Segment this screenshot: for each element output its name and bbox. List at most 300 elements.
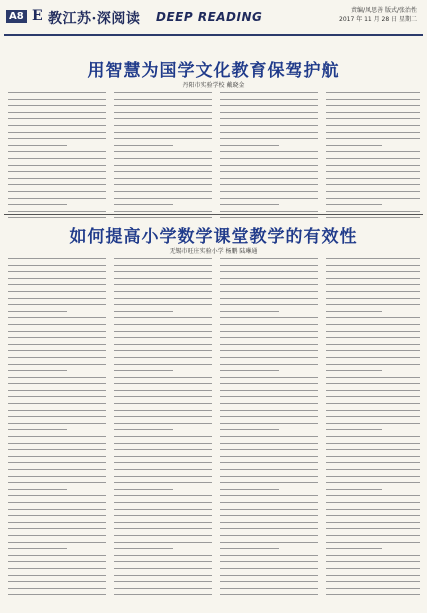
text-line — [8, 92, 106, 93]
text-line — [326, 204, 382, 205]
text-line — [326, 449, 420, 450]
text-line — [326, 535, 420, 536]
text-line — [114, 436, 212, 437]
text-line — [8, 423, 106, 424]
text-line — [8, 390, 106, 391]
text-line — [8, 184, 106, 185]
text-line — [114, 165, 212, 166]
text-line — [114, 542, 212, 543]
text-line — [8, 204, 67, 205]
text-line — [326, 118, 420, 119]
text-line — [220, 403, 318, 404]
text-line — [220, 357, 318, 358]
article2-col4 — [326, 258, 420, 601]
text-line — [8, 178, 106, 179]
text-line — [8, 429, 67, 430]
text-line — [114, 575, 212, 576]
text-line — [326, 469, 420, 470]
text-line — [8, 462, 106, 463]
article2-col2 — [114, 258, 212, 601]
text-line — [326, 284, 420, 285]
text-line — [220, 410, 318, 411]
text-line — [8, 436, 106, 437]
text-line — [114, 515, 212, 516]
text-line — [114, 429, 173, 430]
text-line — [326, 344, 420, 345]
text-line — [220, 594, 318, 595]
text-line — [114, 204, 173, 205]
text-line — [326, 151, 420, 152]
text-line — [326, 436, 420, 437]
text-line — [8, 198, 106, 199]
text-line — [220, 158, 318, 159]
text-line — [220, 522, 318, 523]
text-line — [220, 271, 318, 272]
text-line — [114, 304, 212, 305]
text-line — [114, 462, 212, 463]
text-line — [326, 548, 382, 549]
text-line — [220, 217, 318, 218]
article1-col2 — [114, 92, 212, 224]
text-line — [114, 191, 212, 192]
text-line — [8, 568, 106, 569]
text-line — [114, 502, 212, 503]
text-line — [326, 331, 420, 332]
text-line — [220, 548, 279, 549]
text-line — [8, 383, 106, 384]
article1-col1 — [8, 92, 106, 224]
text-line — [326, 364, 420, 365]
text-line — [8, 469, 106, 470]
text-line — [326, 324, 420, 325]
text-line — [326, 132, 420, 133]
text-line — [326, 594, 420, 595]
text-line — [326, 304, 420, 305]
text-line — [326, 509, 420, 510]
section-mark: E — [32, 8, 43, 24]
text-line — [220, 317, 318, 318]
text-line — [114, 509, 212, 510]
text-line — [8, 370, 67, 371]
text-line — [8, 535, 106, 536]
article2-col1 — [8, 258, 106, 601]
text-line — [326, 377, 420, 378]
text-line — [114, 561, 212, 562]
text-line — [220, 416, 318, 417]
text-line — [326, 217, 420, 218]
text-line — [220, 171, 318, 172]
text-line — [326, 211, 420, 212]
text-line — [326, 92, 420, 93]
text-line — [114, 489, 173, 490]
article2-col3 — [220, 258, 318, 601]
text-line — [8, 311, 67, 312]
text-line — [220, 165, 318, 166]
text-line — [8, 258, 106, 259]
text-line — [114, 331, 212, 332]
text-line — [114, 99, 212, 100]
editor-line: 责编/凤思善 版式/张治性 — [351, 7, 417, 14]
text-line — [326, 555, 420, 556]
header-rule — [4, 34, 423, 36]
text-line — [8, 145, 67, 146]
text-line — [220, 443, 318, 444]
text-line — [8, 271, 106, 272]
text-line — [114, 416, 212, 417]
text-line — [220, 99, 318, 100]
text-line — [220, 331, 318, 332]
text-line — [326, 158, 420, 159]
article1-headline: 用智慧为国学文化教育保驾护航 — [87, 61, 340, 81]
text-line — [326, 311, 382, 312]
text-line — [326, 476, 420, 477]
text-line — [326, 105, 420, 106]
text-line — [220, 278, 318, 279]
text-line — [8, 350, 106, 351]
text-line — [8, 364, 106, 365]
text-line — [114, 105, 212, 106]
text-line — [114, 364, 212, 365]
text-line — [220, 568, 318, 569]
text-line — [8, 561, 106, 562]
text-line — [8, 542, 106, 543]
text-line — [8, 278, 106, 279]
text-line — [220, 429, 279, 430]
text-line — [326, 258, 420, 259]
text-line — [220, 118, 318, 119]
text-line — [326, 588, 420, 589]
text-line — [114, 370, 173, 371]
text-line — [8, 217, 106, 218]
text-line — [220, 138, 318, 139]
text-line — [326, 515, 420, 516]
text-line — [326, 528, 420, 529]
text-line — [220, 284, 318, 285]
text-line — [8, 105, 106, 106]
text-line — [326, 357, 420, 358]
text-line — [8, 151, 106, 152]
header-info — [317, 6, 417, 24]
text-line — [114, 594, 212, 595]
text-line — [8, 112, 106, 113]
text-line — [114, 118, 212, 119]
text-line — [220, 509, 318, 510]
text-line — [326, 112, 420, 113]
text-line — [220, 344, 318, 345]
text-line — [114, 423, 212, 424]
text-line — [114, 495, 212, 496]
text-line — [220, 291, 318, 292]
text-line — [8, 118, 106, 119]
text-line — [220, 211, 318, 212]
text-line — [326, 383, 420, 384]
text-line — [114, 211, 212, 212]
article2-byline: 无锡市旺庄实验小学 杨鹏 陆琳通 — [169, 248, 258, 255]
text-line — [8, 165, 106, 166]
section-subtitle: DEEP READING — [156, 10, 263, 24]
text-line — [114, 443, 212, 444]
text-line — [326, 337, 420, 338]
text-line — [326, 178, 420, 179]
text-line — [8, 265, 106, 266]
text-line — [326, 317, 420, 318]
text-line — [326, 390, 420, 391]
text-line — [114, 184, 212, 185]
text-line — [8, 575, 106, 576]
text-line — [220, 515, 318, 516]
text-line — [114, 476, 212, 477]
text-line — [8, 555, 106, 556]
text-line — [114, 311, 173, 312]
text-line — [8, 331, 106, 332]
text-line — [8, 548, 67, 549]
text-line — [114, 449, 212, 450]
text-line — [220, 476, 318, 477]
text-line — [220, 482, 318, 483]
text-line — [114, 125, 212, 126]
text-line — [220, 588, 318, 589]
text-line — [114, 568, 212, 569]
text-line — [8, 284, 106, 285]
text-line — [114, 112, 212, 113]
article1-col3 — [220, 92, 318, 224]
text-line — [220, 265, 318, 266]
text-line — [8, 495, 106, 496]
text-line — [114, 482, 212, 483]
text-line — [326, 271, 420, 272]
text-line — [220, 555, 318, 556]
text-line — [8, 291, 106, 292]
text-line — [114, 145, 173, 146]
text-line — [220, 575, 318, 576]
text-line — [220, 542, 318, 543]
text-line — [8, 317, 106, 318]
article1-col4 — [326, 92, 420, 224]
text-line — [220, 581, 318, 582]
article2-headline: 如何提高小学数学课堂教学的有效性 — [69, 227, 358, 247]
text-line — [114, 138, 212, 139]
text-line — [220, 298, 318, 299]
text-line — [114, 528, 212, 529]
text-line — [114, 581, 212, 582]
text-line — [8, 416, 106, 417]
text-line — [114, 284, 212, 285]
text-line — [114, 403, 212, 404]
text-line — [8, 191, 106, 192]
text-line — [326, 396, 420, 397]
text-line — [326, 416, 420, 417]
text-line — [220, 311, 279, 312]
text-line — [220, 184, 318, 185]
text-line — [8, 588, 106, 589]
text-line — [220, 449, 318, 450]
text-line — [8, 482, 106, 483]
text-line — [114, 278, 212, 279]
text-line — [8, 443, 106, 444]
text-line — [114, 178, 212, 179]
article1-byline: 丹阳市实验学校 戴晓金 — [182, 82, 245, 89]
text-line — [220, 469, 318, 470]
text-line — [326, 191, 420, 192]
text-line — [220, 423, 318, 424]
text-line — [8, 138, 106, 139]
text-line — [326, 291, 420, 292]
text-line — [8, 528, 106, 529]
text-line — [326, 370, 382, 371]
text-line — [114, 390, 212, 391]
text-line — [8, 594, 106, 595]
text-line — [220, 370, 279, 371]
text-line — [114, 522, 212, 523]
text-line — [326, 443, 420, 444]
text-line — [114, 535, 212, 536]
text-line — [326, 350, 420, 351]
text-line — [326, 495, 420, 496]
text-line — [220, 258, 318, 259]
text-line — [220, 390, 318, 391]
text-line — [114, 271, 212, 272]
text-line — [326, 575, 420, 576]
text-line — [326, 482, 420, 483]
text-line — [114, 317, 212, 318]
text-line — [326, 298, 420, 299]
text-line — [114, 198, 212, 199]
text-line — [8, 377, 106, 378]
text-line — [326, 125, 420, 126]
text-line — [114, 469, 212, 470]
text-line — [8, 344, 106, 345]
text-line — [220, 151, 318, 152]
text-line — [8, 158, 106, 159]
text-line — [114, 337, 212, 338]
text-line — [8, 515, 106, 516]
text-line — [8, 403, 106, 404]
text-line — [8, 304, 106, 305]
text-line — [220, 489, 279, 490]
text-line — [326, 145, 382, 146]
text-line — [114, 548, 173, 549]
text-line — [326, 429, 382, 430]
text-line — [326, 171, 420, 172]
text-line — [8, 211, 106, 212]
text-line — [114, 377, 212, 378]
text-line — [326, 542, 420, 543]
text-line — [8, 99, 106, 100]
text-line — [8, 489, 67, 490]
text-line — [220, 528, 318, 529]
text-line — [326, 456, 420, 457]
text-line — [220, 105, 318, 106]
text-line — [220, 324, 318, 325]
text-line — [220, 462, 318, 463]
text-line — [220, 495, 318, 496]
text-line — [8, 449, 106, 450]
text-line — [8, 125, 106, 126]
text-line — [326, 489, 382, 490]
text-line — [8, 324, 106, 325]
date-line: 2017 年 11 月 28 日 星期二 — [339, 16, 417, 23]
text-line — [220, 396, 318, 397]
text-line — [8, 357, 106, 358]
section-title: 教江苏·深阅读 — [48, 11, 141, 27]
text-line — [220, 198, 318, 199]
text-line — [220, 112, 318, 113]
text-line — [220, 92, 318, 93]
text-line — [326, 502, 420, 503]
text-line — [220, 191, 318, 192]
text-line — [8, 581, 106, 582]
article-divider — [4, 214, 423, 215]
text-line — [220, 561, 318, 562]
text-line — [114, 396, 212, 397]
text-line — [114, 344, 212, 345]
text-line — [326, 184, 420, 185]
text-line — [220, 125, 318, 126]
text-line — [114, 357, 212, 358]
text-line — [8, 132, 106, 133]
page-number: A8 — [6, 10, 27, 23]
text-line — [326, 403, 420, 404]
text-line — [326, 410, 420, 411]
text-line — [114, 151, 212, 152]
text-line — [220, 337, 318, 338]
text-line — [8, 476, 106, 477]
text-line — [8, 502, 106, 503]
text-line — [114, 291, 212, 292]
text-line — [326, 522, 420, 523]
text-line — [8, 410, 106, 411]
text-line — [114, 555, 212, 556]
text-line — [220, 350, 318, 351]
text-line — [326, 138, 420, 139]
text-line — [326, 278, 420, 279]
text-line — [114, 324, 212, 325]
text-line — [220, 456, 318, 457]
text-line — [326, 198, 420, 199]
text-line — [114, 383, 212, 384]
text-line — [220, 535, 318, 536]
text-line — [326, 561, 420, 562]
text-line — [8, 509, 106, 510]
text-line — [220, 204, 279, 205]
text-line — [114, 588, 212, 589]
text-line — [114, 217, 212, 218]
text-line — [114, 158, 212, 159]
text-line — [8, 298, 106, 299]
text-line — [8, 171, 106, 172]
text-line — [8, 396, 106, 397]
text-line — [326, 423, 420, 424]
text-line — [220, 364, 318, 365]
page-header — [4, 4, 423, 34]
text-line — [220, 377, 318, 378]
text-line — [326, 265, 420, 266]
text-line — [8, 456, 106, 457]
text-line — [8, 522, 106, 523]
text-line — [220, 502, 318, 503]
text-line — [220, 304, 318, 305]
text-line — [220, 436, 318, 437]
text-line — [114, 410, 212, 411]
text-line — [326, 165, 420, 166]
text-line — [220, 178, 318, 179]
text-line — [114, 171, 212, 172]
text-line — [220, 383, 318, 384]
text-line — [8, 337, 106, 338]
text-line — [114, 258, 212, 259]
text-line — [326, 99, 420, 100]
text-line — [114, 265, 212, 266]
